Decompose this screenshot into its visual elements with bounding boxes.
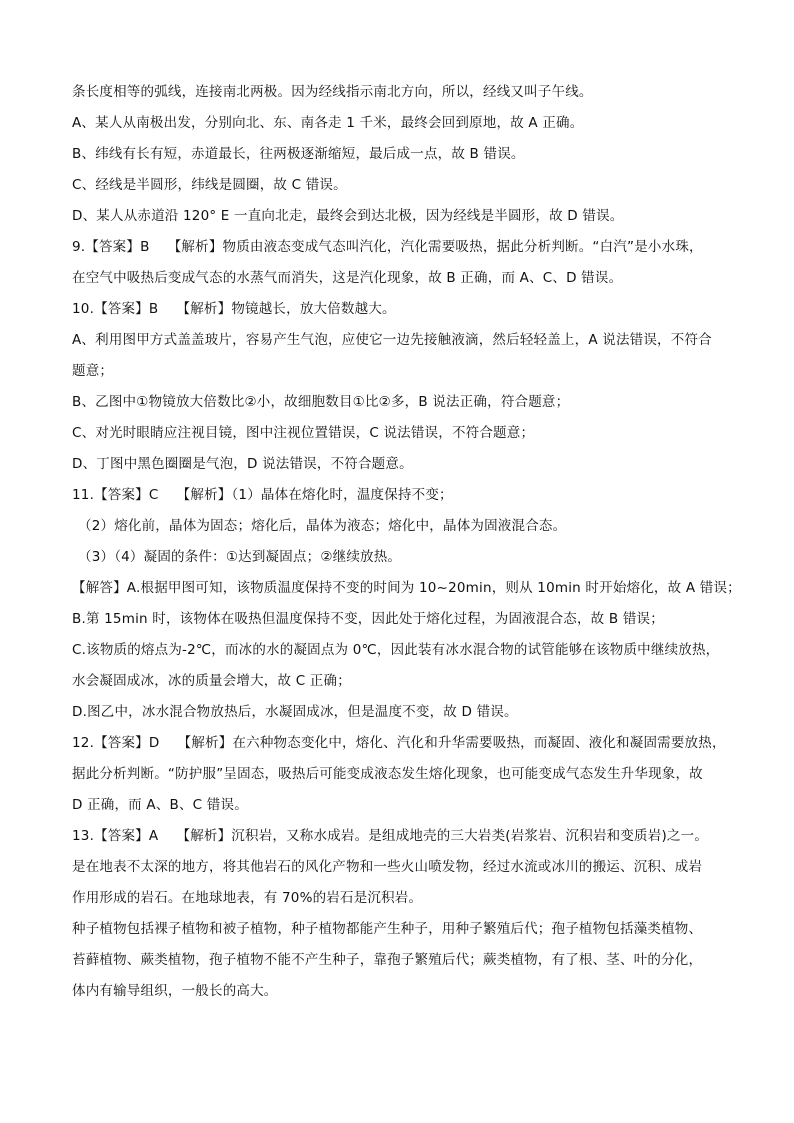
question-9-answer: 9.【答案】B 【解析】物质由液态变成气态叫汽化，汽化需要吸热，据此分析判断。“白汽”是小水珠， [72, 239, 703, 255]
question-11-answer: 11.【答案】C 【解析】（1）晶体在熔化时，温度保持不变； [72, 487, 453, 503]
option-d-line: D、某人从赤道沿 120° E 一直向北走，最终会到达北极，因为经线是半圆形，故 D 错误。 [72, 208, 624, 224]
option-c-line: C、经线是半圆形，纬线是圆圈，故 C 错误。 [72, 177, 347, 193]
solution-c-line: C.该物质的熔点为-2℃，而冰的水的凝固点为 0℃，因此装有冰水混合物的试管能够在该物质中继续放热， [72, 642, 720, 658]
option-a-line: A、利用图甲方式盖盖玻片，容易产生气泡，应使它一边先接触液滴，然后轻轻盖上，A 说法错误，不符合 [72, 332, 712, 348]
question-12-continued: D 正确，而 A、B、C 错误。 [72, 797, 248, 813]
document-page [72, 80, 741, 1010]
option-b-line: B、纬线有长有短，赤道最长，往两极逐渐缩短，最后成一点，故 B 错误。 [72, 146, 525, 162]
plant-paragraph-line: 体内有输导组织，一般长的高大。 [72, 983, 278, 999]
question-10-answer: 10.【答案】B 【解析】物镜越长，放大倍数越大。 [72, 301, 396, 317]
question-13-continued: 是在地表不太深的地方，将其他岩石的风化产物和一些火山喷发物，经过水流或冰川的搬运、沉积、成岩 [72, 859, 703, 875]
solution-d-line: D.图乙中，冰水混合物放热后，水凝固成冰，但是温度不变，故 D 错误。 [72, 704, 518, 720]
text-line: 题意； [72, 363, 114, 379]
question-9-continued: 在空气中吸热后变成气态的水蒸气而消失，这是汽化现象，故 B 正确，而 A、C、D 错误。 [72, 270, 623, 286]
question-12-answer: 12.【答案】D 【解析】在六种物态变化中，熔化、汽化和升华需要吸热，而凝固、液化和凝固需要放热， [72, 735, 726, 751]
option-b-line: B、乙图中①物镜放大倍数比②小，故细胞数目①比②多，B 说法正确，符合题意； [72, 394, 570, 410]
plant-paragraph-line: 种子植物包括裸子植物和被子植物，种子植物都能产生种子，用种子繁殖后代；孢子植物包括藻类植物、 [72, 921, 703, 937]
option-d-line: D、丁图中黑色圈圈是气泡，D 说法错误，不符合题意。 [72, 456, 413, 472]
question-13-answer: 13.【答案】A 【解析】沉积岩，又称水成岩。是组成地壳的三大岩类(岩浆岩、沉积岩和变质岩)之一。 [72, 828, 709, 844]
analysis-point-2: （2）熔化前，晶体为固态；熔化后，晶体为液态；熔化中，晶体为固液混合态。 [78, 518, 567, 534]
solution-c-continued: 水会凝固成冰，冰的质量会增大，故 C 正确； [72, 673, 351, 689]
plant-paragraph-line: 苔藓植物、蕨类植物，孢子植物不能不产生种子，靠孢子繁殖后代；蕨类植物，有了根、茎、叶的分化， [72, 952, 703, 968]
solution-a-line: 【解答】A.根据甲图可知，该物质温度保持不变的时间为 10~20min，则从 10min 时开始熔化，故 A 错误； [72, 580, 741, 596]
solution-b-line: B.第 15min 时，该物体在吸热但温度保持不变，因此处于熔化过程，为固液混合态，故 B 错误； [72, 611, 664, 627]
analysis-point-3-4: （3）（4）凝固的条件：①达到凝固点；②继续放热。 [78, 549, 402, 565]
option-c-line: C、对光时眼睛应注视目镜，图中注视位置错误，C 说法错误，不符合题意； [72, 425, 535, 441]
option-a-line: A、某人从南极出发，分别向北、东、南各走 1 千米，最终会回到原地，故 A 正确。 [72, 115, 584, 131]
question-13-continued: 作用形成的岩石。在地球地表，有 70%的岩石是沉积岩。 [72, 890, 423, 906]
question-12-continued: 据此分析判断。“防护服”呈固态，吸热后可能变成液态发生熔化现象，也可能变成气态发生升华现象，故 [72, 766, 703, 782]
text-line: 条长度相等的弧线，连接南北两极。因为经线指示南北方向，所以，经线又叫子午线。 [72, 84, 593, 100]
